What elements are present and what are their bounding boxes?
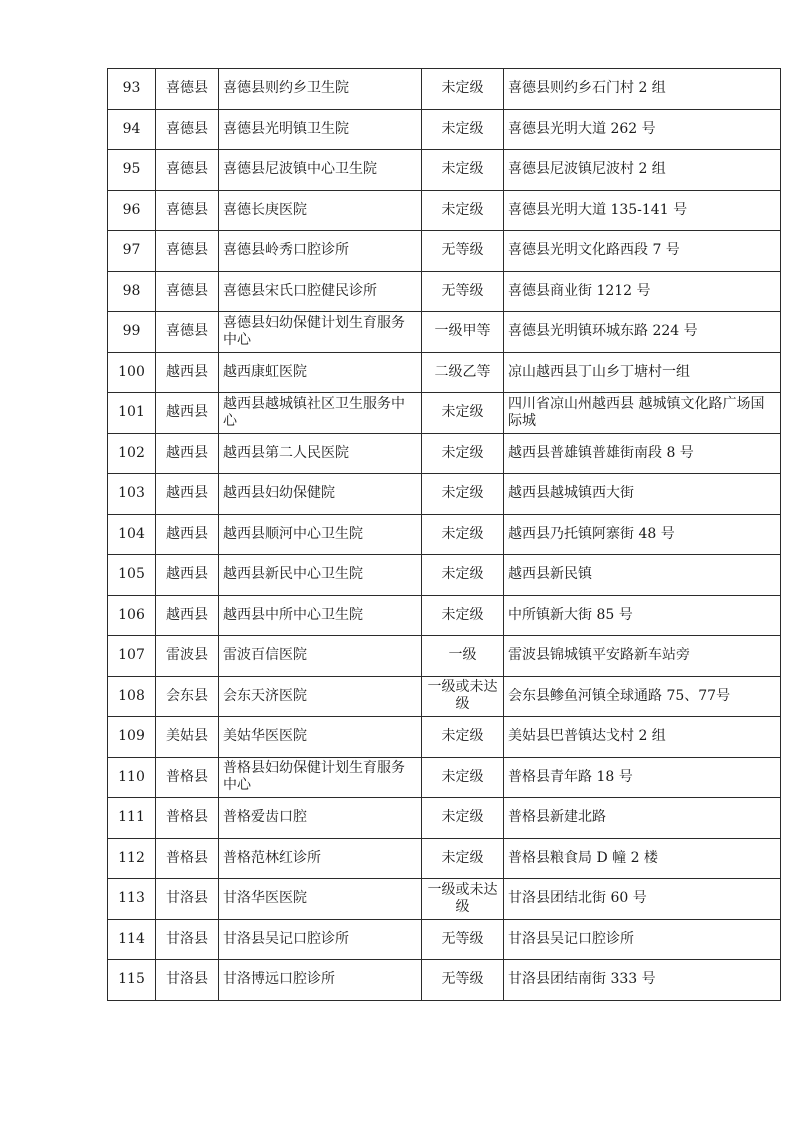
- institution-name-cell: 喜德县则约乡卫生院: [219, 69, 422, 110]
- grade-cell: 未定级: [422, 150, 504, 191]
- row-number: 107: [108, 636, 156, 677]
- table-row: [108, 514, 781, 555]
- county-cell: 普格县: [156, 798, 219, 839]
- table-row: [108, 69, 781, 110]
- address-cell: 凉山越西县丁山乡丁塘村一组: [504, 352, 781, 393]
- county-cell: 普格县: [156, 838, 219, 879]
- grade-cell: 未定级: [422, 69, 504, 110]
- address-cell: 甘洛县吴记口腔诊所: [504, 919, 781, 960]
- address-cell: 喜德县则约乡石门村 2 组: [504, 69, 781, 110]
- row-number: 100: [108, 352, 156, 393]
- address-cell: 越西县新民镇: [504, 555, 781, 596]
- institution-name-cell: 喜德县岭秀口腔诊所: [219, 231, 422, 272]
- row-number: 111: [108, 798, 156, 839]
- row-number: 114: [108, 919, 156, 960]
- row-number: 101: [108, 393, 156, 434]
- county-cell: 越西县: [156, 514, 219, 555]
- row-number: 97: [108, 231, 156, 272]
- table-row: [108, 838, 781, 879]
- row-number: 95: [108, 150, 156, 191]
- county-cell: 越西县: [156, 393, 219, 434]
- county-cell: 越西县: [156, 433, 219, 474]
- institution-name-cell: 美姑华医医院: [219, 717, 422, 758]
- address-cell: 美姑县巴普镇达戈村 2 组: [504, 717, 781, 758]
- row-number: 94: [108, 109, 156, 150]
- address-cell: 中所镇新大街 85 号: [504, 595, 781, 636]
- address-cell: 喜德县尼波镇尼波村 2 组: [504, 150, 781, 191]
- row-number: 98: [108, 271, 156, 312]
- institution-name-cell: 越西县中所中心卫生院: [219, 595, 422, 636]
- row-number: 93: [108, 69, 156, 110]
- county-cell: 甘洛县: [156, 960, 219, 1001]
- grade-cell: 未定级: [422, 757, 504, 798]
- institution-name-cell: 越西县新民中心卫生院: [219, 555, 422, 596]
- row-number: 99: [108, 312, 156, 353]
- grade-cell: 未定级: [422, 838, 504, 879]
- hospital-table: [107, 68, 781, 1001]
- address-cell: 甘洛县团结南街 333 号: [504, 960, 781, 1001]
- institution-name-cell: 越西县妇幼保健院: [219, 474, 422, 515]
- institution-name-cell: 越西县越城镇社区卫生服务中心: [219, 393, 422, 434]
- grade-cell: 无等级: [422, 271, 504, 312]
- grade-cell: 未定级: [422, 109, 504, 150]
- address-cell: 普格县新建北路: [504, 798, 781, 839]
- table-row: [108, 757, 781, 798]
- institution-name-cell: 雷波百信医院: [219, 636, 422, 677]
- table-row: [108, 960, 781, 1001]
- institution-name-cell: 甘洛博远口腔诊所: [219, 960, 422, 1001]
- table-row: [108, 109, 781, 150]
- county-cell: 越西县: [156, 352, 219, 393]
- institution-name-cell: 喜德县妇幼保健计划生育服务中心: [219, 312, 422, 353]
- county-cell: 喜德县: [156, 231, 219, 272]
- institution-name-cell: 喜德长庚医院: [219, 190, 422, 231]
- grade-cell: 无等级: [422, 919, 504, 960]
- row-number: 102: [108, 433, 156, 474]
- county-cell: 美姑县: [156, 717, 219, 758]
- grade-cell: 未定级: [422, 555, 504, 596]
- row-number: 105: [108, 555, 156, 596]
- grade-cell: 一级或未达级: [422, 676, 504, 717]
- grade-cell: 未定级: [422, 190, 504, 231]
- institution-name-cell: 越西县顺河中心卫生院: [219, 514, 422, 555]
- table-row: [108, 393, 781, 434]
- county-cell: 越西县: [156, 474, 219, 515]
- address-cell: 越西县越城镇西大街: [504, 474, 781, 515]
- grade-cell: 未定级: [422, 433, 504, 474]
- grade-cell: 未定级: [422, 393, 504, 434]
- county-cell: 喜德县: [156, 150, 219, 191]
- address-cell: 喜德县商业街 1212 号: [504, 271, 781, 312]
- county-cell: 甘洛县: [156, 919, 219, 960]
- county-cell: 喜德县: [156, 109, 219, 150]
- county-cell: 甘洛县: [156, 879, 219, 920]
- grade-cell: 未定级: [422, 474, 504, 515]
- table-row: [108, 798, 781, 839]
- address-cell: 甘洛县团结北街 60 号: [504, 879, 781, 920]
- grade-cell: 无等级: [422, 960, 504, 1001]
- county-cell: 雷波县: [156, 636, 219, 677]
- address-cell: 会东县鲹鱼河镇全球通路 75、77号: [504, 676, 781, 717]
- institution-name-cell: 喜德县尼波镇中心卫生院: [219, 150, 422, 191]
- row-number: 115: [108, 960, 156, 1001]
- table-row: [108, 879, 781, 920]
- county-cell: 普格县: [156, 757, 219, 798]
- table-row: [108, 595, 781, 636]
- institution-name-cell: 越西康虹医院: [219, 352, 422, 393]
- row-number: 103: [108, 474, 156, 515]
- row-number: 113: [108, 879, 156, 920]
- table-row: [108, 271, 781, 312]
- table-row: [108, 150, 781, 191]
- address-cell: 喜德县光明大道 262 号: [504, 109, 781, 150]
- row-number: 110: [108, 757, 156, 798]
- institution-name-cell: 甘洛县吴记口腔诊所: [219, 919, 422, 960]
- table-row: [108, 474, 781, 515]
- grade-cell: 一级: [422, 636, 504, 677]
- address-cell: 越西县乃托镇阿寨街 48 号: [504, 514, 781, 555]
- grade-cell: 未定级: [422, 514, 504, 555]
- row-number: 106: [108, 595, 156, 636]
- grade-cell: 无等级: [422, 231, 504, 272]
- address-cell: 雷波县锦城镇平安路新车站旁: [504, 636, 781, 677]
- institution-name-cell: 普格爱齿口腔: [219, 798, 422, 839]
- institution-name-cell: 喜德县光明镇卫生院: [219, 109, 422, 150]
- table-row: [108, 919, 781, 960]
- table-row: [108, 312, 781, 353]
- address-cell: 喜德县光明大道 135-141 号: [504, 190, 781, 231]
- county-cell: 越西县: [156, 555, 219, 596]
- table-row: [108, 352, 781, 393]
- institution-name-cell: 越西县第二人民医院: [219, 433, 422, 474]
- row-number: 96: [108, 190, 156, 231]
- institution-name-cell: 甘洛华医医院: [219, 879, 422, 920]
- county-cell: 喜德县: [156, 312, 219, 353]
- table-row: [108, 555, 781, 596]
- institution-name-cell: 普格县妇幼保健计划生育服务中心: [219, 757, 422, 798]
- row-number: 109: [108, 717, 156, 758]
- table-row: [108, 717, 781, 758]
- institution-name-cell: 普格范林红诊所: [219, 838, 422, 879]
- address-cell: 喜德县光明文化路西段 7 号: [504, 231, 781, 272]
- grade-cell: 一级甲等: [422, 312, 504, 353]
- grade-cell: 未定级: [422, 595, 504, 636]
- hospital-table-body: [108, 69, 781, 1001]
- table-row: [108, 231, 781, 272]
- address-cell: 四川省凉山州越西县 越城镇文化路广场国际城: [504, 393, 781, 434]
- grade-cell: 二级乙等: [422, 352, 504, 393]
- address-cell: 喜德县光明镇环城东路 224 号: [504, 312, 781, 353]
- county-cell: 喜德县: [156, 190, 219, 231]
- row-number: 104: [108, 514, 156, 555]
- row-number: 112: [108, 838, 156, 879]
- county-cell: 会东县: [156, 676, 219, 717]
- institution-name-cell: 喜德县宋氏口腔健民诊所: [219, 271, 422, 312]
- grade-cell: 一级或未达级: [422, 879, 504, 920]
- table-row: [108, 676, 781, 717]
- table-row: [108, 636, 781, 677]
- table-row: [108, 433, 781, 474]
- table-row: [108, 190, 781, 231]
- hospital-list-sheet: [107, 68, 780, 1001]
- address-cell: 普格县青年路 18 号: [504, 757, 781, 798]
- county-cell: 喜德县: [156, 69, 219, 110]
- county-cell: 喜德县: [156, 271, 219, 312]
- grade-cell: 未定级: [422, 798, 504, 839]
- address-cell: 越西县普雄镇普雄街南段 8 号: [504, 433, 781, 474]
- row-number: 108: [108, 676, 156, 717]
- institution-name-cell: 会东天济医院: [219, 676, 422, 717]
- address-cell: 普格县粮食局 D 幢 2 楼: [504, 838, 781, 879]
- grade-cell: 未定级: [422, 717, 504, 758]
- county-cell: 越西县: [156, 595, 219, 636]
